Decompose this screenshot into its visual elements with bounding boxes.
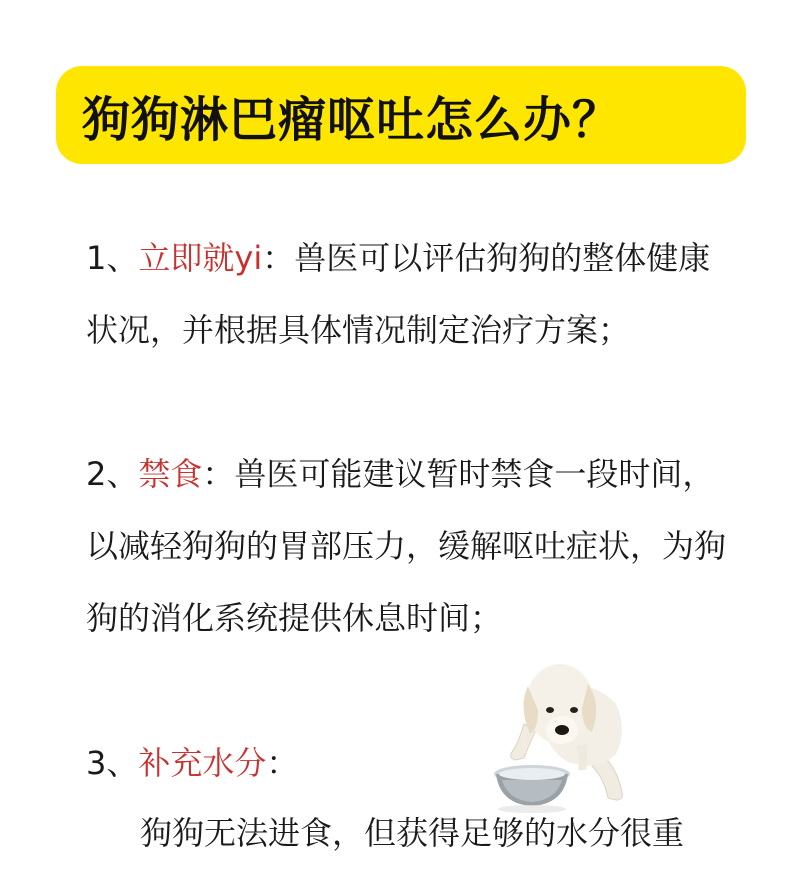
- item-text: 兽医可以评估狗狗的整体健康状况，并根据具体情况制定治疗方案；: [86, 239, 711, 349]
- item-highlight: 禁食: [138, 455, 203, 493]
- item-number: 3、: [86, 744, 139, 782]
- list-item-2: [86, 438, 726, 654]
- item-colon: ：: [262, 239, 295, 277]
- item-highlight: 补充水分: [138, 744, 267, 782]
- item-number: 1、: [86, 239, 139, 277]
- list-item-1: [86, 222, 726, 366]
- item-highlight: 立即就yi: [138, 239, 263, 277]
- item-number: 2、: [86, 455, 139, 493]
- puppy-with-water-bowl-icon: [488, 634, 650, 816]
- page-title: 狗狗淋巴瘤呕吐怎么办？: [82, 91, 622, 148]
- title-banner: [56, 66, 746, 164]
- item-colon: ：: [202, 455, 235, 493]
- item-text: 狗狗无法进食，但获得足够的水分很重: [140, 814, 685, 852]
- item-colon: ：: [266, 744, 299, 782]
- item-text: 兽医可能建议暂时禁食一段时间，以减轻狗狗的胃部压力，缓解呕吐症状，为狗狗的消化系统提供休息时间；: [86, 455, 727, 637]
